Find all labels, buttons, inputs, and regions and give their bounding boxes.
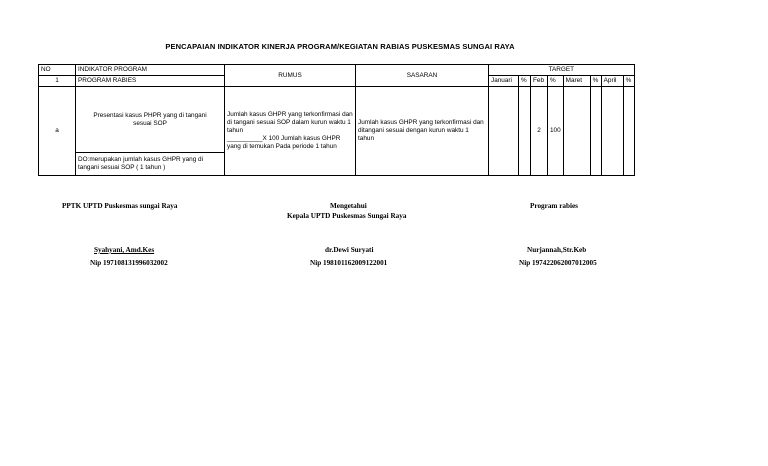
- header-target: TARGET: [489, 65, 635, 76]
- left-name: Syahyani, Amd.Kes: [94, 246, 155, 254]
- value-cell: [519, 87, 531, 176]
- percent-header: %: [548, 76, 564, 87]
- value-cell: [601, 87, 623, 176]
- month-header: Maret: [563, 76, 590, 87]
- program-name: PROGRAM RABIES: [76, 76, 225, 87]
- middle-nip: Nip 198101162009122001: [310, 259, 388, 267]
- percent-header: %: [590, 76, 601, 87]
- right-name: Nurjannah,Str.Keb: [527, 246, 587, 254]
- row-a-rumus: [225, 87, 356, 176]
- percent-header: %: [519, 76, 531, 87]
- header-no: NO: [39, 65, 76, 76]
- row-a-sasaran: Jumlah kasus GHPR yang terkonfirmasi dan ditangani sesuai dengan kurun waktu 1 tahun: [356, 87, 489, 176]
- program-no: 1: [39, 76, 76, 87]
- indicator-table: [38, 64, 635, 176]
- header-rumus: RUMUS: [225, 65, 356, 87]
- value-cell: 100: [548, 87, 564, 176]
- middle-label: Mengetahui: [330, 202, 367, 210]
- left-role: PPTK UPTD Puskesmas sungai Raya: [62, 202, 178, 210]
- row-a-indikator: Presentasi kasus PHPR yang di tangani sesuai SOP: [76, 87, 225, 153]
- value-cell: [563, 87, 590, 176]
- middle-role: Kepala UPTD Puskesmas Sungai Raya: [287, 212, 407, 220]
- header-indikator: INDIKATOR PROGRAM: [76, 65, 225, 76]
- middle-name: dr.Dewi Suryati: [325, 246, 374, 254]
- header-sasaran: SASARAN: [356, 65, 489, 87]
- right-role: Program rabies: [530, 202, 578, 210]
- value-cell: [489, 87, 519, 176]
- row-a-no: a: [39, 87, 76, 176]
- document-title: PENCAPAIAN INDIKATOR KINERJA PROGRAM/KEGIATAN RABIAS PUSKESMAS SUNGAI RAYA: [165, 42, 515, 51]
- rumus-denominator: __________X 100 Jumlah kasus GHPR yang di temukan Pada periode 1 tahun: [227, 135, 341, 150]
- definisi-operasional: DO:merupakan jumlah kasus GHPR yang di tangani sesuai SOP ( 1 tahun ): [76, 153, 225, 176]
- month-header: April: [601, 76, 623, 87]
- value-cell: [590, 87, 601, 176]
- left-nip: Nip 197108131996032002: [90, 259, 168, 267]
- value-cell: 2: [531, 87, 548, 176]
- value-cell: [623, 87, 634, 176]
- rumus-numerator: Jumlah kasus GHPR yang terkonfirmasi dan di tangani sesuai SOP dalam kurun waktu 1 tahun: [227, 111, 353, 134]
- percent-header: %: [623, 76, 634, 87]
- month-header: Feb: [531, 76, 548, 87]
- right-nip: Nip 197422062007012005: [519, 259, 597, 267]
- month-header: Januari: [489, 76, 519, 87]
